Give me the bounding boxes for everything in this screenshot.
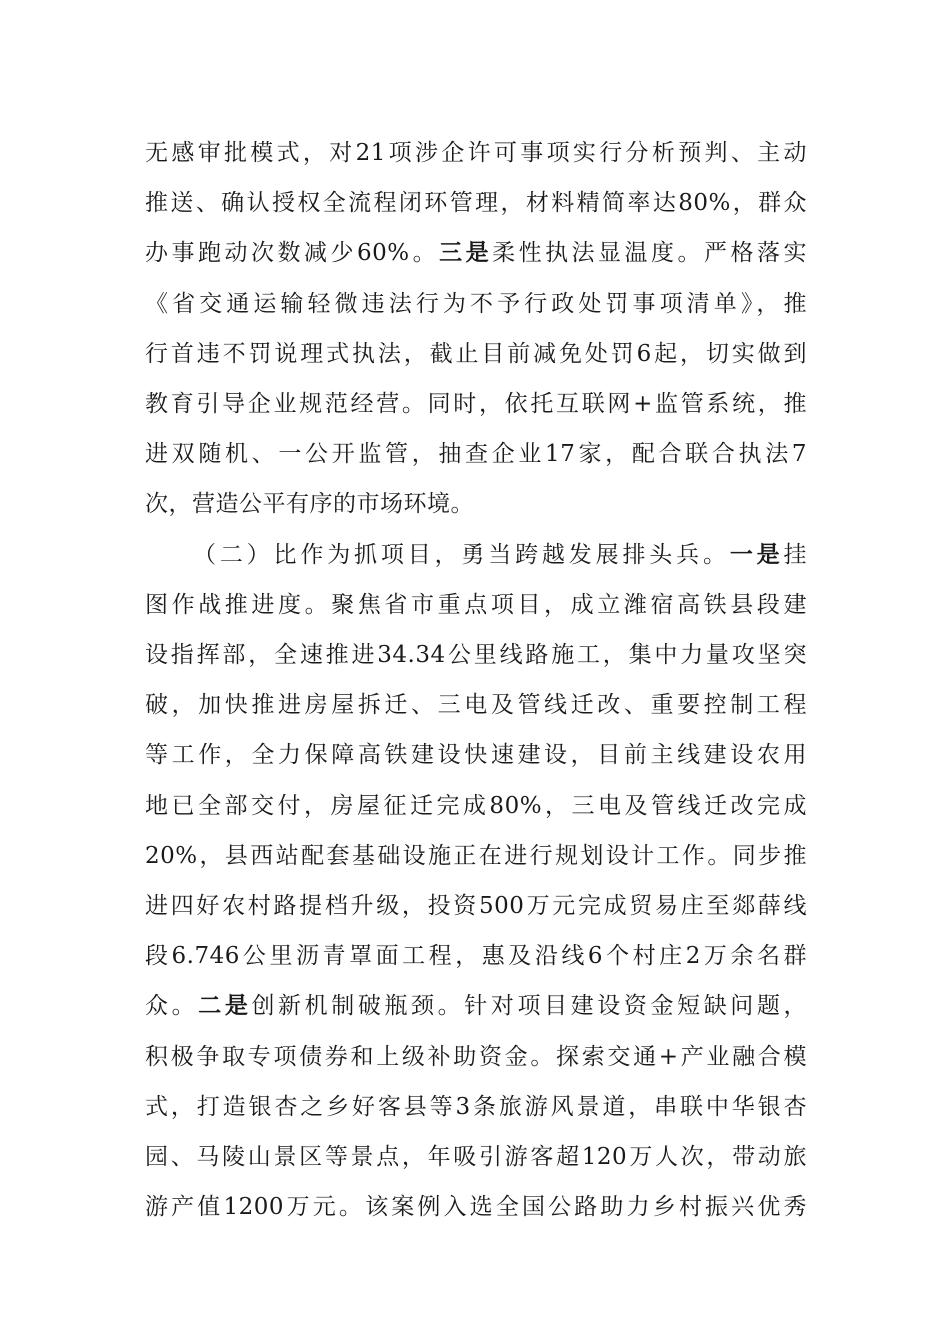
text-run: 推送、确认授权全流程闭环管理，材料精简率达80%，群众 xyxy=(145,190,807,217)
text-line xyxy=(145,889,807,923)
text-line xyxy=(145,136,807,170)
text-run: 图作战推进度。聚焦省市重点项目，成立潍宿高铁县段建 xyxy=(145,591,807,618)
text-line xyxy=(145,638,807,672)
text-run: 进四好农村路提档升级，投资500万元完成贸易庄至郯薛线 xyxy=(145,893,807,919)
text-line xyxy=(193,538,807,572)
text-run: 园、马陵山景区等景点，年吸引游客超120万人次，带动旅 xyxy=(145,1144,807,1170)
text-run: 段6.746公里沥青罩面工程，惠及沿线6个村庄2万余名群 xyxy=(145,943,807,970)
text-line xyxy=(145,688,807,722)
text-line xyxy=(145,1090,807,1124)
text-line xyxy=(145,387,807,421)
text-line xyxy=(145,437,807,471)
text-run: 柔性执法显温度。严格落实 xyxy=(492,240,808,267)
text-line xyxy=(145,186,807,220)
text-line xyxy=(145,1140,807,1174)
text-run: 创新机制破瓶颈。针对项目建设资金短缺问题， xyxy=(251,993,808,1020)
text-line xyxy=(145,789,807,823)
text-run: 行首违不罚说理式执法，截止目前减免处罚6起，切实做到 xyxy=(145,340,807,367)
text-run: 挂 xyxy=(783,541,808,568)
text-run: 等工作，全力保障高铁建设快速建设，目前主线建设农用 xyxy=(145,742,807,769)
text-run: 办事跑动次数减少60%。 xyxy=(145,240,440,267)
text-line xyxy=(145,1040,807,1074)
text-run: 无感审批模式，对21项涉企许可事项实行分析预判、主动 xyxy=(145,140,807,166)
text-line xyxy=(145,337,807,371)
text-line xyxy=(145,487,807,521)
bold-keyword: 三是 xyxy=(439,239,493,267)
text-run: 众。 xyxy=(145,993,199,1020)
text-run: 次，营造公平有序的市场环境。 xyxy=(145,491,474,518)
text-run: （二）比作为抓项目，勇当跨越发展排头兵。 xyxy=(193,541,730,568)
text-line xyxy=(145,1190,807,1224)
text-run: 式，打造银杏之乡好客县等3条旅游风景道，串联中华银杏 xyxy=(145,1093,807,1120)
text-run: 破，加快推进房屋拆迁、三电及管线迁改、重要控制工程 xyxy=(145,692,807,719)
bold-keyword: 一是 xyxy=(729,540,784,568)
text-line xyxy=(145,939,807,973)
text-run: 地已全部交付，房屋征迁完成80%，三电及管线迁改完成 xyxy=(145,792,807,819)
text-line xyxy=(145,989,807,1023)
text-run: 积极争取专项债券和上级补助资金。探索交通+产业融合模 xyxy=(145,1043,807,1070)
text-line xyxy=(145,738,807,772)
text-run: 20%，县西站配套基础设施正在进行规划设计工作。同步推 xyxy=(145,842,807,869)
text-run: 设指挥部，全速推进34.34公里线路施工，集中力量攻坚突 xyxy=(145,642,807,668)
bold-keyword: 二是 xyxy=(198,992,252,1020)
text-run: 进双随机、一公开监管，抽查企业17家，配合联合执法7 xyxy=(145,441,807,468)
text-run: 教育引导企业规范经营。同时，依托互联网+监管系统，推 xyxy=(145,391,807,417)
text-run: 游产值1200万元。该案例入选全国公路助力乡村振兴优秀 xyxy=(145,1194,807,1221)
text-run: 《省交通运输轻微违法行为不予行政处罚事项清单》，推 xyxy=(145,290,807,317)
text-line xyxy=(145,588,807,622)
text-line xyxy=(145,236,807,270)
text-line xyxy=(145,287,807,321)
text-line xyxy=(145,839,807,873)
